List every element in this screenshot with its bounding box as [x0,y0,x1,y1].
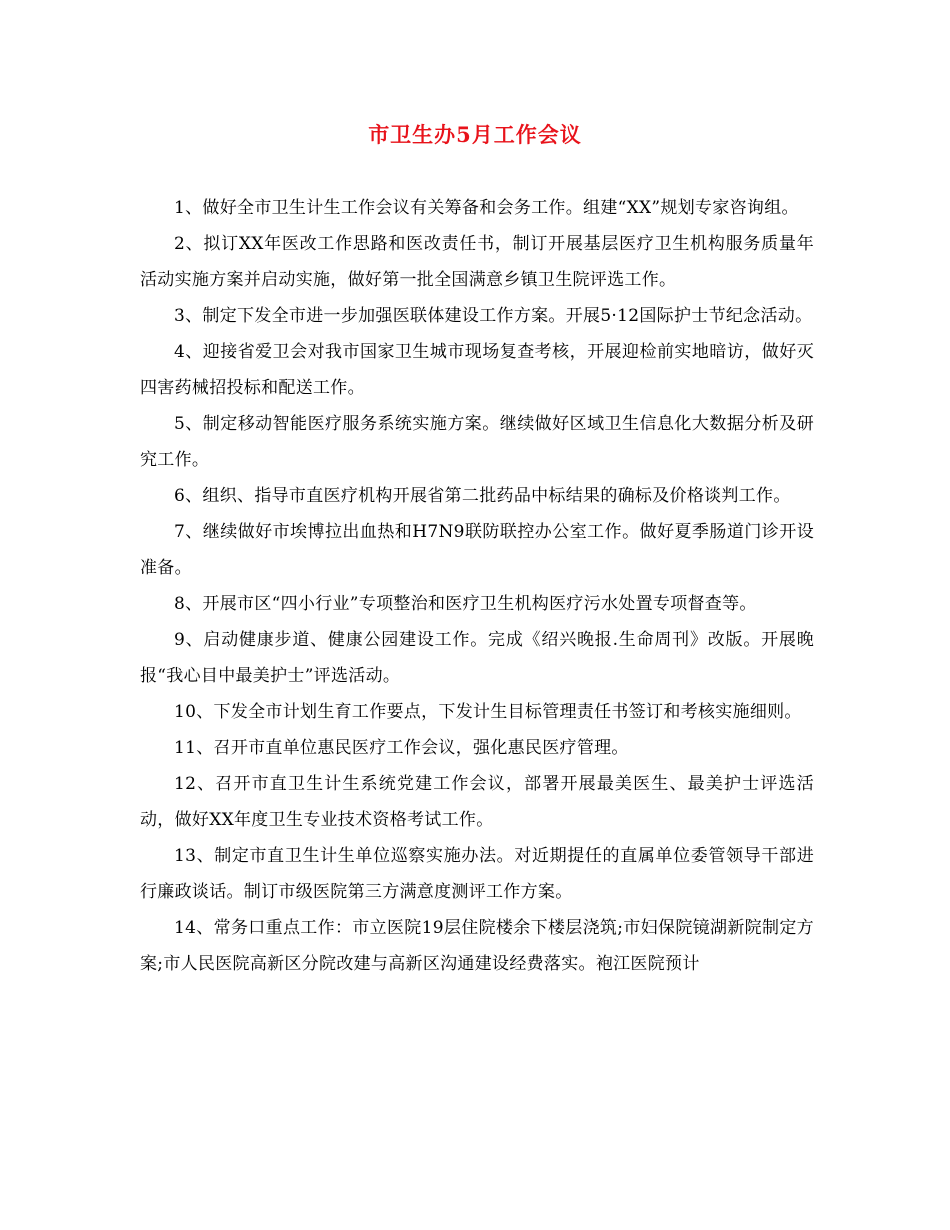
paragraph-3: 3、制定下发全市进一步加强医联体建设工作方案。开展5·12国际护士节纪念活动。 [174,306,813,326]
paragraph-1: 1、做好全市卫生计生工作会议有关筹备和会务工作。组建“XX”规划专家咨询组。 [174,198,799,218]
paragraph-12: 12、召开市直卫生计生系统党建工作会议，部署开展最美医生、最美护士评选活动，做好XX年度卫生专业技术资格考试工作。 [140,774,814,830]
paragraph-9: 9、启动健康步道、健康公园建设工作。完成《绍兴晚报.生命周刊》改版。开展晚报“我心目中最美护士”评选活动。 [140,630,814,686]
paragraph-6: 6、组织、指导市直医疗机构开展省第二批药品中标结果的确标及价格谈判工作。 [174,486,791,506]
document-title: 市卫生办5月工作会议 [368,122,582,147]
paragraph-4: 4、迎接省爱卫会对我市国家卫生城市现场复查考核，开展迎检前实地暗访，做好灭四害药械招投标和配送工作。 [140,342,814,398]
paragraph-10: 10、下发全市计划生育工作要点，下发计生目标管理责任书签订和考核实施细则。 [174,702,802,722]
paragraph-13: 13、制定市直卫生计生单位巡察实施办法。对近期提任的直属单位委管领导干部进行廉政谈话。制订市级医院第三方满意度测评工作方案。 [140,846,814,902]
paragraph-2: 2、拟订XX年医改工作思路和医改责任书，制订开展基层医疗卫生机构服务质量年活动实施方案并启动实施，做好第一批全国满意乡镇卫生院评选工作。 [140,234,814,290]
paragraph-5: 5、制定移动智能医疗服务系统实施方案。继续做好区域卫生信息化大数据分析及研究工作。 [140,414,814,470]
paragraph-11: 11、召开市直单位惠民医疗工作会议，强化惠民医疗管理。 [174,738,629,758]
paragraph-7: 7、继续做好市埃博拉出血热和H7N9联防联控办公室工作。做好夏季肠道门诊开设准备。 [140,522,814,578]
paragraph-14: 14、常务口重点工作：市立医院19层住院楼余下楼层浇筑;市妇保院镜湖新院制定方案;市人民医院高新区分院改建与高新区沟通建设经费落实。袍江医院预计 [140,918,814,974]
document-body [140,190,814,982]
paragraph-8: 8、开展市区“四小行业”专项整治和医疗卫生机构医疗污水处置专项督查等。 [174,594,757,614]
